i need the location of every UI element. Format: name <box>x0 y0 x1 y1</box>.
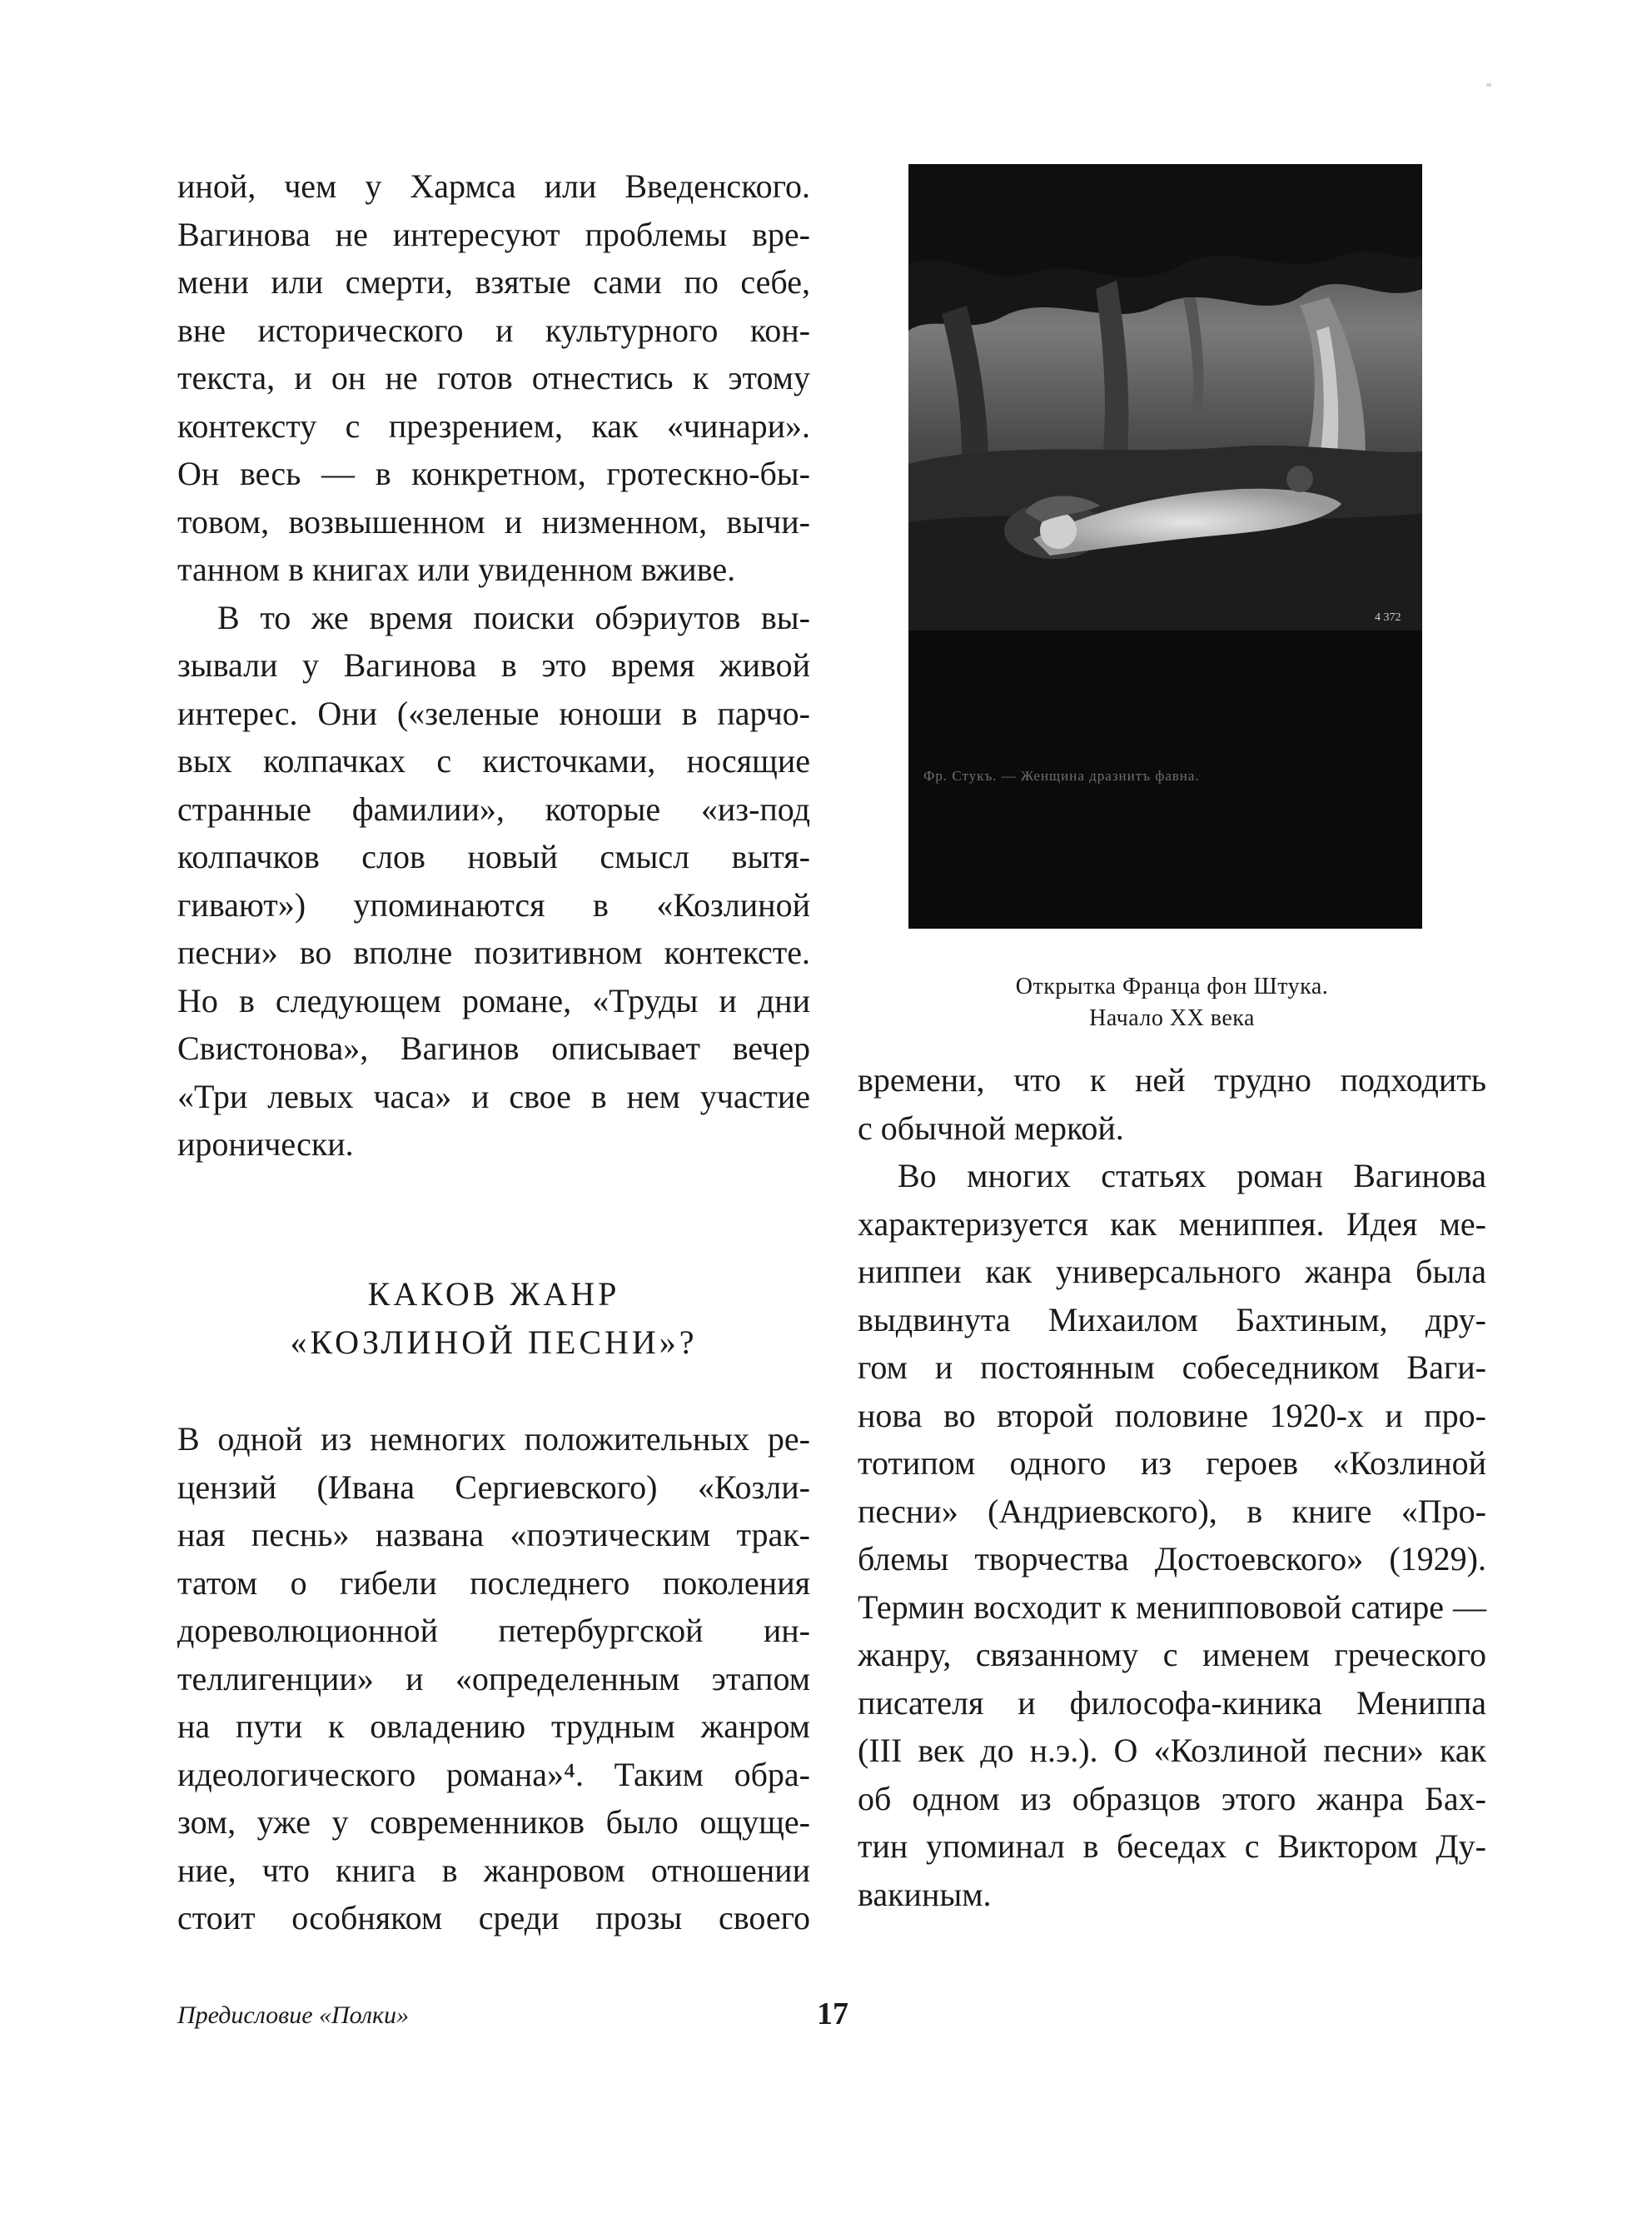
text-line: на пути к овладению трудным жанром <box>177 1707 810 1745</box>
page-number: 17 <box>817 1996 848 2031</box>
right-column <box>858 1056 1486 1918</box>
text-line: (III век до н.э.). О «Козлиной песни» как <box>858 1732 1486 1769</box>
text-line: зывали у Вагинова в это время живой <box>177 646 810 684</box>
corner-mark: 4 372 <box>1375 611 1401 624</box>
text-line: вакиным. <box>858 1875 992 1913</box>
running-title: Предисловие «Полки» <box>177 2001 410 2029</box>
text-line: Он весь — в конкретном, гротескно-бы- <box>177 455 810 492</box>
section-heading <box>177 1270 810 1367</box>
paragraph-start-line: В то же время поиски обэриутов вы- <box>217 598 810 636</box>
postcard-image <box>908 164 1422 929</box>
heading-line-2: «КОЗЛИНОЙ ПЕСНИ»? <box>290 1323 698 1361</box>
caption-line-1: Открытка Франца фон Штука. <box>1015 974 1329 999</box>
text-line: идеологического романа»⁴. Таким обра- <box>177 1755 810 1793</box>
text-line: иронически. <box>177 1125 354 1163</box>
text-line: писателя и философа-киника Мениппа <box>858 1683 1486 1722</box>
text-line: Вагинова не интересуют проблемы вре- <box>177 215 810 253</box>
text-line: контексту с презрением, как «чинари». <box>177 406 810 445</box>
text-line: ние, что книга в жанровом отношении <box>177 1851 810 1889</box>
text-line: гивают») упоминаются в «Козлиной <box>177 885 810 924</box>
text-line: странные фамилии», которые «из-под <box>177 790 810 828</box>
text-line: гом и постоянным собеседником Ваги- <box>858 1348 1486 1386</box>
text-line: дореволюционной петербургской ин- <box>177 1612 810 1649</box>
text-line: зом, уже у современников было ощуще- <box>177 1803 810 1841</box>
text-line: иной, чем у Хармса или Введенского. <box>177 167 810 205</box>
text-line: текста, и он не готов отнестись к этому <box>177 359 810 396</box>
text-line: стоит особняком среди прозы своего <box>177 1899 810 1936</box>
text-line: песни» во вполне позитивном контексте. <box>177 934 810 971</box>
text-line: интерес. Они («зеленые юноши в парчо- <box>177 694 810 732</box>
text-line: ная песнь» названа «поэтическим трак- <box>177 1516 810 1553</box>
text-line: Свистонова», Вагинов описывает вечер <box>177 1029 810 1067</box>
left-column-bottom <box>177 1415 810 1942</box>
scan-artifact <box>1486 83 1491 87</box>
text-line: колпачков слов новый смысл вытя- <box>177 838 810 875</box>
text-line: песни» (Андриевского), в книге «Про- <box>858 1492 1486 1530</box>
text-line: вых колпачках с кисточками, носящие <box>177 742 810 780</box>
text-line: вне исторического и культурного кон- <box>177 311 810 349</box>
paragraph-start-line: Во многих статьях роман Вагинова <box>898 1157 1486 1194</box>
text-line: мени или смерти, взятые сами по себе, <box>177 263 810 301</box>
text-line: ниппеи как универсального жанра была <box>858 1253 1486 1290</box>
text-line: танном в книгах или увиденном вживе. <box>177 551 736 588</box>
text-line: об одном из образцов этого жанра Бах- <box>858 1779 1486 1817</box>
heading-line-1: КАКОВ ЖАНР <box>367 1275 620 1313</box>
text-line: цензий (Ивана Сергиевского) «Козли- <box>177 1468 810 1506</box>
caption-line-2: Начало XX века <box>1089 1005 1255 1031</box>
text-line: Термин восходит к мениппововой сатире — <box>858 1587 1486 1626</box>
postcard-inscription: Фр. Стукъ. — Женщина дразнитъ фавна. <box>923 768 1200 784</box>
text-line: товом, возвышенном и низменном, вычи- <box>177 502 810 541</box>
text-line: жанру, связанному с именем греческого <box>858 1636 1486 1673</box>
text-line: выдвинута Михаилом Бахтиным, дру- <box>858 1300 1486 1338</box>
text-line: татом о гибели последнего поколения <box>177 1563 810 1602</box>
figure-caption <box>858 971 1486 1034</box>
text-line: с обычной меркой. <box>858 1109 1124 1147</box>
text-line: Но в следующем романе, «Труды и дни <box>177 981 810 1019</box>
text-line: времени, что к ней трудно подходить <box>858 1061 1486 1099</box>
text-line: характеризуется как мениппея. Идея ме- <box>858 1204 1486 1243</box>
postcard-illustration <box>908 164 1422 929</box>
text-line: нова во второй половине 1920-х и про- <box>858 1396 1486 1434</box>
text-line: тин упоминал в беседах с Виктором Ду- <box>858 1827 1486 1865</box>
text-line: блемы творчества Достоевского» (1929). <box>858 1540 1486 1578</box>
left-column-top <box>177 162 810 1169</box>
text-line: В одной из немногих положительных ре- <box>177 1420 810 1458</box>
text-line: тотипом одного из героев «Козлиной <box>858 1444 1486 1482</box>
text-line: теллигенции» и «определенным этапом <box>177 1659 810 1697</box>
text-line: «Три левых часа» и свое в нем участие <box>177 1077 810 1115</box>
